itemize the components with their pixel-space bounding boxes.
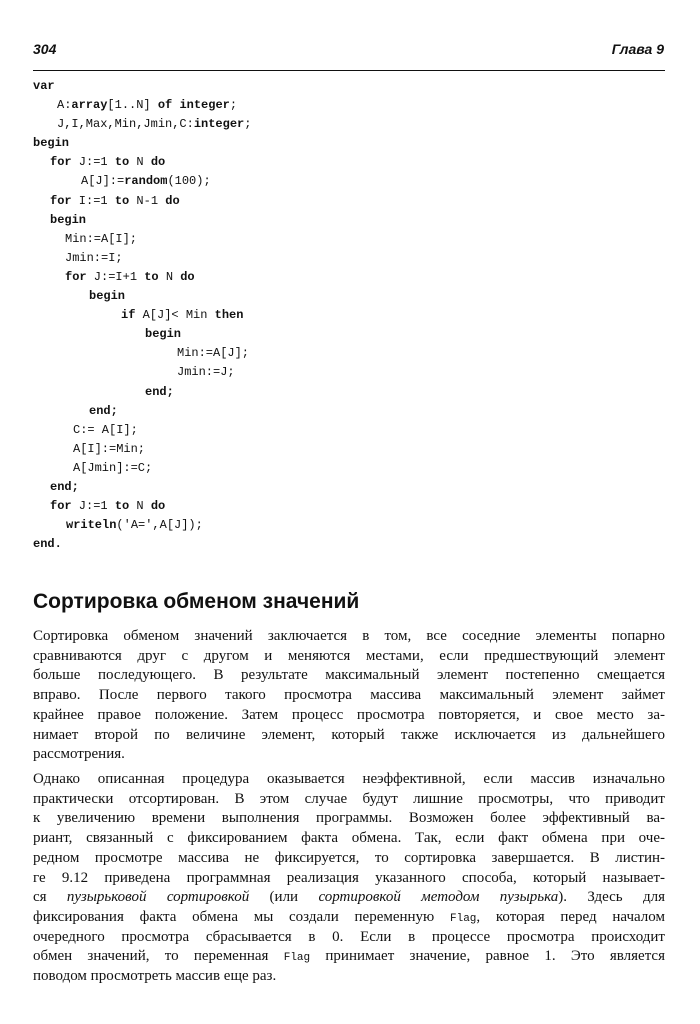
section-title: Сортировка обменом значений — [33, 590, 360, 613]
code-keyword: for — [50, 499, 72, 514]
paragraph-line — [33, 967, 665, 987]
code-keyword: array — [71, 98, 108, 113]
code-line — [33, 516, 251, 535]
code-keyword: begin — [33, 136, 70, 151]
italic-term: пузырьковой сортировкой — [66, 889, 250, 906]
code-keyword: to — [114, 155, 130, 170]
code-line — [33, 459, 251, 478]
code-line — [33, 383, 251, 402]
text-run: Сортировка обменом значений заключается в том, все соседние элементы попарно — [33, 628, 665, 644]
paragraph-line — [33, 869, 665, 889]
paragraph-line — [33, 647, 665, 667]
code-text: J:=1 — [71, 499, 115, 514]
code-keyword: for — [65, 269, 87, 284]
code-keyword: end. — [33, 537, 62, 552]
code-keyword: end; — [145, 384, 174, 399]
code-line — [33, 440, 251, 459]
code-text: I:=1 — [71, 193, 115, 208]
paragraph-line — [33, 809, 665, 829]
code-line — [33, 344, 251, 363]
text-run: , которая перед началом — [476, 908, 665, 925]
code-keyword: to — [114, 499, 130, 514]
code-line — [33, 77, 251, 96]
paragraph-line — [33, 849, 665, 869]
code-keyword: do — [150, 155, 166, 170]
code-keyword: if — [121, 308, 136, 323]
code-text: (100); — [167, 174, 211, 189]
text-run: (или — [249, 889, 319, 906]
paragraph-1 — [33, 627, 665, 765]
paragraph-line — [33, 745, 665, 765]
code-line — [33, 535, 251, 554]
code-keyword: begin — [145, 327, 182, 342]
code-text: Min:=A[I]; — [65, 231, 138, 246]
text-run: практически отсортирован. В этом случае будут лишние просмотры, что приводит — [33, 790, 665, 807]
text-run: Однако описанная процедура оказывается неэффективной, если массив изначально — [33, 771, 665, 787]
code-text: J:=I+1 — [86, 269, 145, 284]
paragraph-line — [33, 770, 665, 790]
code-line — [33, 115, 251, 134]
paragraph-line — [33, 908, 665, 928]
code-text: J,I,Max,Min,Jmin,C: — [57, 117, 194, 132]
code-keyword: random — [124, 174, 168, 189]
code-text: A: — [57, 98, 72, 113]
code-line — [33, 478, 251, 497]
code-line — [33, 268, 251, 287]
code-keyword: do — [165, 193, 180, 208]
code-keyword: to — [114, 193, 130, 208]
code-text: ; — [244, 117, 252, 132]
paragraph-2 — [33, 770, 665, 987]
code-keyword: of integer — [157, 98, 230, 113]
code-line — [33, 363, 251, 382]
code-keyword: for — [50, 193, 72, 208]
code-keyword: do — [180, 269, 195, 284]
code-line — [33, 325, 251, 344]
code-keyword: end; — [50, 479, 79, 494]
text-run: принимает значение, равное 1. Это является — [310, 948, 665, 965]
code-text: Jmin:=I; — [65, 250, 123, 265]
paragraph-line — [33, 947, 665, 967]
inline-code: Flag — [283, 952, 311, 965]
paragraph-line — [33, 790, 665, 810]
text-run: сравниваются друг с другом и меняются местами, если предшествующий элемент — [33, 647, 665, 664]
code-text: ; — [229, 98, 238, 113]
code-line — [33, 153, 251, 172]
code-text: N — [129, 155, 151, 170]
code-text: N — [158, 269, 181, 284]
text-run: редном просмотре массива не фиксируется, то сортировка завершается. В листин- — [33, 849, 665, 866]
code-text: J:=1 — [71, 155, 115, 170]
text-run: вправо. После первого такого просмотра массива максимальный элемент займет — [33, 687, 665, 704]
text-run: обмен значений, то переменная — [33, 948, 284, 965]
code-keyword: to — [144, 269, 159, 284]
code-keyword: writeln — [66, 518, 117, 533]
code-line — [33, 96, 251, 115]
paragraph-line — [33, 888, 665, 908]
page-number: 304 — [33, 41, 57, 57]
paragraph-line — [33, 726, 665, 746]
text-run: нимает второй по величине элемент, который также исключается из дальнейшего — [33, 726, 665, 743]
code-line — [33, 192, 251, 211]
code-text: A[J]:= — [81, 174, 125, 189]
text-run: к увеличению времени выполнения программы. Возможен более эффективный ва- — [33, 810, 665, 827]
inline-code: Flag — [450, 912, 477, 925]
code-text: N — [129, 499, 151, 514]
code-text: N-1 — [129, 193, 166, 208]
code-text: A[Jmin]:=C; — [73, 460, 153, 475]
code-text: Jmin:=J; — [177, 365, 235, 380]
paragraph-line — [33, 829, 665, 849]
text-run: рассмотрения. — [33, 746, 125, 763]
paragraph-line — [33, 627, 665, 647]
code-line — [33, 172, 251, 191]
text-run: ге 9.12 приведена программная реализация указанного способа, который называет- — [33, 869, 665, 886]
code-line — [33, 421, 251, 440]
code-text: ('A=',A[J]); — [116, 518, 203, 533]
code-keyword: begin — [89, 289, 126, 304]
text-run: поводом просмотреть массив еще раз. — [33, 968, 277, 985]
code-line — [33, 402, 251, 421]
paragraph-line — [33, 706, 665, 726]
code-keyword: integer — [193, 117, 245, 132]
text-run: ся — [33, 889, 67, 906]
paragraph-line — [33, 686, 665, 706]
text-run: очередного просмотра сбрасывается в 0. Если в процессе просмотра происходит — [33, 928, 665, 945]
code-line — [33, 306, 251, 325]
chapter-label: Глава 9 — [611, 41, 664, 57]
code-line — [33, 497, 251, 516]
code-line — [33, 230, 251, 249]
text-run: крайнее правое положение. Затем процесс просмотра повторяется, и свое место за- — [33, 706, 665, 723]
code-line — [33, 287, 251, 306]
code-keyword: then — [214, 308, 244, 323]
code-text: A[J]< Min — [135, 308, 215, 323]
text-run: фиксирования факта обмена мы создали переменную — [33, 908, 450, 925]
code-text: [1..N] — [107, 98, 158, 113]
italic-term: сортировкой методом пузырька — [318, 889, 559, 906]
code-text: A[I]:=Min; — [73, 441, 146, 456]
code-text: Min:=A[J]; — [177, 346, 250, 361]
paragraph-line — [33, 666, 665, 686]
text-run: ). Здесь для — [558, 889, 665, 906]
header-rule — [33, 70, 665, 71]
code-line — [33, 211, 251, 230]
code-line — [33, 249, 251, 268]
paragraph-line — [33, 928, 665, 948]
code-keyword: do — [150, 499, 166, 514]
code-keyword: end; — [89, 403, 118, 418]
text-run: риант, связанный с фиксированием факта обмена. Так, если факт обмена при оче- — [33, 830, 665, 847]
text-run: больше последующего. В результате максимальный элемент постепенно смещается — [33, 667, 665, 684]
code-keyword: for — [50, 155, 72, 170]
code-line — [33, 134, 251, 153]
code-text: C:= A[I]; — [73, 422, 138, 437]
code-listing — [33, 77, 251, 554]
code-keyword: var — [33, 79, 55, 93]
code-keyword: begin — [50, 212, 87, 227]
